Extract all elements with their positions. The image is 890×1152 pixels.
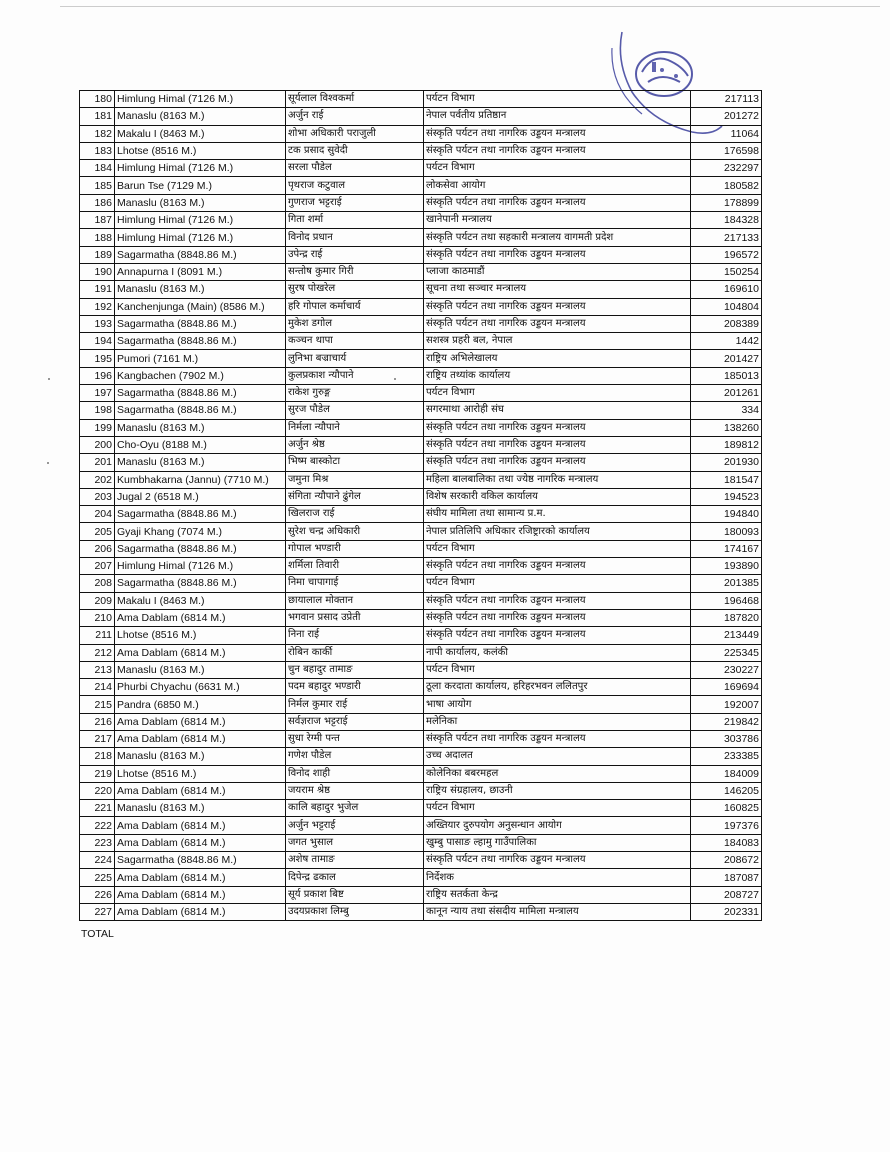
serial-number-cell: 180 (80, 91, 115, 108)
amount-cell: 181547 (691, 471, 762, 488)
table-row (80, 454, 762, 471)
amount-cell: 217133 (691, 229, 762, 246)
table-row (80, 903, 762, 920)
amount-cell: 197376 (691, 817, 762, 834)
person-name-cell: निर्मला न्यौपाने (286, 419, 424, 436)
peak-name-cell: Ama Dablam (6814 M.) (115, 817, 286, 834)
amount-cell: 150254 (691, 263, 762, 280)
table-row (80, 333, 762, 350)
table-row (80, 730, 762, 747)
organization-cell: राष्ट्रिय अभिलेखालय (424, 350, 691, 367)
peak-name-cell: Sagarmatha (8848.86 M.) (115, 540, 286, 557)
organization-cell: अख्तियार दुरुपयोग अनुसन्धान आयोग (424, 817, 691, 834)
table-row (80, 886, 762, 903)
table-row (80, 125, 762, 142)
table-row (80, 679, 762, 696)
serial-number-cell: 209 (80, 592, 115, 609)
peak-name-cell: Himlung Himal (7126 M.) (115, 229, 286, 246)
amount-cell: 189812 (691, 436, 762, 453)
table-row (80, 246, 762, 263)
person-name-cell: सर्वज्ञराज भट्टराई (286, 713, 424, 730)
amount-cell: 185013 (691, 367, 762, 384)
peak-name-cell: Ama Dablam (6814 M.) (115, 903, 286, 920)
peak-name-cell: Himlung Himal (7126 M.) (115, 212, 286, 229)
serial-number-cell: 199 (80, 419, 115, 436)
peak-name-cell: Sagarmatha (8848.86 M.) (115, 333, 286, 350)
table-row (80, 315, 762, 332)
organization-cell: महिला बालबालिका तथा ज्येष्ठ नागरिक मन्त्रालय (424, 471, 691, 488)
peak-name-cell: Cho-Oyu (8188 M.) (115, 436, 286, 453)
organization-cell: संस्कृति पर्यटन तथा नागरिक उड्डयन मन्त्रालय (424, 852, 691, 869)
peak-name-cell: Makalu I (8463 M.) (115, 592, 286, 609)
organization-cell: मलेनिका (424, 713, 691, 730)
table-row (80, 661, 762, 678)
person-name-cell: जगत भुसाल (286, 834, 424, 851)
person-name-cell: पृथराज कटुवाल (286, 177, 424, 194)
person-name-cell: जमुना मिश्र (286, 471, 424, 488)
person-name-cell: कञ्चन थापा (286, 333, 424, 350)
peak-name-cell: Sagarmatha (8848.86 M.) (115, 852, 286, 869)
serial-number-cell: 202 (80, 471, 115, 488)
person-name-cell: सुरज पौडेल (286, 402, 424, 419)
organization-cell: पर्यटन विभाग (424, 91, 691, 108)
amount-cell: 104804 (691, 298, 762, 315)
table-row (80, 782, 762, 799)
serial-number-cell: 223 (80, 834, 115, 851)
table-row (80, 488, 762, 505)
amount-cell: 138260 (691, 419, 762, 436)
organization-cell: नेपाल पर्वतीय प्रतिष्ठान (424, 108, 691, 125)
organization-cell: राष्ट्रिय तथ्यांक कार्यालय (424, 367, 691, 384)
organization-cell: नेपाल प्रतिलिपि अधिकार रजिष्ट्रारको कार्यालय (424, 523, 691, 540)
person-name-cell: राकेश गुरुङ्ग (286, 385, 424, 402)
person-name-cell: गिता शर्मा (286, 212, 424, 229)
person-name-cell: चुन बहादुर तामाङ (286, 661, 424, 678)
serial-number-cell: 219 (80, 765, 115, 782)
amount-cell: 225345 (691, 644, 762, 661)
serial-number-cell: 184 (80, 160, 115, 177)
peak-name-cell: Annapurna I (8091 M.) (115, 263, 286, 280)
table-row (80, 436, 762, 453)
peak-name-cell: Ama Dablam (6814 M.) (115, 886, 286, 903)
serial-number-cell: 203 (80, 488, 115, 505)
organization-cell: लोकसेवा आयोग (424, 177, 691, 194)
serial-number-cell: 220 (80, 782, 115, 799)
amount-cell: 180582 (691, 177, 762, 194)
peak-name-cell: Lhotse (8516 M.) (115, 627, 286, 644)
amount-cell: 201385 (691, 575, 762, 592)
serial-number-cell: 186 (80, 194, 115, 211)
table-row (80, 108, 762, 125)
serial-number-cell: 207 (80, 558, 115, 575)
organization-cell: सशस्त्र प्रहरी बल, नेपाल (424, 333, 691, 350)
peak-name-cell: Gyaji Khang (7074 M.) (115, 523, 286, 540)
amount-cell: 213449 (691, 627, 762, 644)
peak-name-cell: Manaslu (8163 M.) (115, 800, 286, 817)
peak-name-cell: Ama Dablam (6814 M.) (115, 713, 286, 730)
person-name-cell: कालि बहादुर भुजेल (286, 800, 424, 817)
person-name-cell: पदम बहादुर भण्डारी (286, 679, 424, 696)
table-row (80, 558, 762, 575)
table-row (80, 471, 762, 488)
amount-cell: 184083 (691, 834, 762, 851)
organization-cell: संघीय मामिला तथा सामान्य प्र.म. (424, 506, 691, 523)
serial-number-cell: 216 (80, 713, 115, 730)
amount-cell: 201930 (691, 454, 762, 471)
serial-number-cell: 191 (80, 281, 115, 298)
organization-cell: संस्कृति पर्यटन तथा नागरिक उड्डयन मन्त्रालय (424, 419, 691, 436)
table-row (80, 696, 762, 713)
serial-number-cell: 210 (80, 609, 115, 626)
amount-cell: 193890 (691, 558, 762, 575)
person-name-cell: कुलप्रकाश न्यौपाने (286, 367, 424, 384)
amount-cell: 201427 (691, 350, 762, 367)
table-row (80, 748, 762, 765)
serial-number-cell: 182 (80, 125, 115, 142)
peak-name-cell: Kumbhakarna (Jannu) (7710 M.) (115, 471, 286, 488)
person-name-cell: दिपेन्द्र ढकाल (286, 869, 424, 886)
person-name-cell: खिलराज राई (286, 506, 424, 523)
serial-number-cell: 189 (80, 246, 115, 263)
person-name-cell: भिष्म बास्कोटा (286, 454, 424, 471)
peak-name-cell: Ama Dablam (6814 M.) (115, 730, 286, 747)
peak-name-cell: Himlung Himal (7126 M.) (115, 160, 286, 177)
organization-cell: राष्ट्रिय संग्रहालय, छाउनी (424, 782, 691, 799)
amount-cell: 219842 (691, 713, 762, 730)
amount-cell: 196468 (691, 592, 762, 609)
person-name-cell: संगिता न्यौपाने ढुंगेल (286, 488, 424, 505)
amount-cell: 303786 (691, 730, 762, 747)
amount-cell: 208727 (691, 886, 762, 903)
peak-name-cell: Manaslu (8163 M.) (115, 281, 286, 298)
amount-cell: 194523 (691, 488, 762, 505)
person-name-cell: अशेष तामाङ (286, 852, 424, 869)
amount-cell: 11064 (691, 125, 762, 142)
organization-cell: संस्कृति पर्यटन तथा नागरिक उड्डयन मन्त्रालय (424, 142, 691, 159)
serial-number-cell: 183 (80, 142, 115, 159)
peak-name-cell: Sagarmatha (8848.86 M.) (115, 385, 286, 402)
peak-name-cell: Barun Tse (7129 M.) (115, 177, 286, 194)
amount-cell: 208672 (691, 852, 762, 869)
organization-cell: संस्कृति पर्यटन तथा नागरिक उड्डयन मन्त्रालय (424, 454, 691, 471)
table-row (80, 91, 762, 108)
person-name-cell: गुणराज भट्टराई (286, 194, 424, 211)
peak-name-cell: Kanchenjunga (Main) (8586 M.) (115, 298, 286, 315)
person-name-cell: निर्मल कुमार राई (286, 696, 424, 713)
serial-number-cell: 181 (80, 108, 115, 125)
table-row (80, 627, 762, 644)
person-name-cell: उपेन्द्र राई (286, 246, 424, 263)
table-row (80, 160, 762, 177)
table-row (80, 142, 762, 159)
peak-name-cell: Pandra (6850 M.) (115, 696, 286, 713)
amount-cell: 230227 (691, 661, 762, 678)
table-row (80, 765, 762, 782)
amount-cell: 192007 (691, 696, 762, 713)
person-name-cell: सुधा रेग्मी पन्त (286, 730, 424, 747)
serial-number-cell: 213 (80, 661, 115, 678)
amount-cell: 217113 (691, 91, 762, 108)
serial-number-cell: 185 (80, 177, 115, 194)
table-row (80, 281, 762, 298)
peak-name-cell: Sagarmatha (8848.86 M.) (115, 575, 286, 592)
peak-name-cell: Sagarmatha (8848.86 M.) (115, 402, 286, 419)
person-name-cell: उदयप्रकाश लिम्बु (286, 903, 424, 920)
amount-cell: 233385 (691, 748, 762, 765)
amount-cell: 187820 (691, 609, 762, 626)
serial-number-cell: 200 (80, 436, 115, 453)
peak-name-cell: Himlung Himal (7126 M.) (115, 558, 286, 575)
organization-cell: संस्कृति पर्यटन तथा नागरिक उड्डयन मन्त्रालय (424, 730, 691, 747)
person-name-cell: रोबिन कार्की (286, 644, 424, 661)
amount-cell: 194840 (691, 506, 762, 523)
table-row (80, 350, 762, 367)
serial-number-cell: 205 (80, 523, 115, 540)
amount-cell: 174167 (691, 540, 762, 557)
person-name-cell: सूर्यलाल विश्वकर्मा (286, 91, 424, 108)
table-row (80, 852, 762, 869)
organization-cell: विशेष सरकारी वकिल कार्यालय (424, 488, 691, 505)
table-body (80, 91, 762, 921)
serial-number-cell: 201 (80, 454, 115, 471)
organization-cell: कोलेनिका बबरमहल (424, 765, 691, 782)
peak-name-cell: Manaslu (8163 M.) (115, 108, 286, 125)
person-name-cell: गोपाल भण्डारी (286, 540, 424, 557)
serial-number-cell: 197 (80, 385, 115, 402)
serial-number-cell: 194 (80, 333, 115, 350)
amount-cell: 196572 (691, 246, 762, 263)
person-name-cell: सूर्य प्रकाश बिष्ट (286, 886, 424, 903)
table-row (80, 575, 762, 592)
total-label: TOTAL (81, 928, 114, 940)
serial-number-cell: 217 (80, 730, 115, 747)
amount-cell: 184009 (691, 765, 762, 782)
person-name-cell: भगवान प्रसाद उप्रेती (286, 609, 424, 626)
amount-cell: 184328 (691, 212, 762, 229)
peak-name-cell: Makalu I (8463 M.) (115, 125, 286, 142)
table-row (80, 609, 762, 626)
serial-number-cell: 190 (80, 263, 115, 280)
organization-cell: संस्कृति पर्यटन तथा नागरिक उड्डयन मन्त्रालय (424, 315, 691, 332)
peak-name-cell: Manaslu (8163 M.) (115, 454, 286, 471)
serial-number-cell: 188 (80, 229, 115, 246)
amount-cell: 187087 (691, 869, 762, 886)
person-name-cell: सन्तोष कुमार गिरी (286, 263, 424, 280)
organization-cell: संस्कृति पर्यटन तथा नागरिक उड्डयन मन्त्रालय (424, 125, 691, 142)
peak-name-cell: Manaslu (8163 M.) (115, 661, 286, 678)
peak-name-cell: Lhotse (8516 M.) (115, 765, 286, 782)
table-row (80, 263, 762, 280)
amount-cell: 180093 (691, 523, 762, 540)
organization-cell: निर्देशक (424, 869, 691, 886)
table-row (80, 212, 762, 229)
table-row (80, 540, 762, 557)
peak-name-cell: Phurbi Chyachu (6631 M.) (115, 679, 286, 696)
serial-number-cell: 198 (80, 402, 115, 419)
serial-number-cell: 224 (80, 852, 115, 869)
organization-cell: राष्ट्रिय सतर्कता केन्द्र (424, 886, 691, 903)
peak-name-cell: Sagarmatha (8848.86 M.) (115, 506, 286, 523)
peak-name-cell: Sagarmatha (8848.86 M.) (115, 315, 286, 332)
person-name-cell: मुकेश डगोल (286, 315, 424, 332)
peak-name-cell: Jugal 2 (6518 M.) (115, 488, 286, 505)
organization-cell: पर्यटन विभाग (424, 661, 691, 678)
peak-name-cell: Lhotse (8516 M.) (115, 142, 286, 159)
table-row (80, 644, 762, 661)
peak-name-cell: Pumori (7161 M.) (115, 350, 286, 367)
serial-number-cell: 208 (80, 575, 115, 592)
amount-cell: 1442 (691, 333, 762, 350)
table-row (80, 367, 762, 384)
amount-cell: 208389 (691, 315, 762, 332)
serial-number-cell: 211 (80, 627, 115, 644)
organization-cell: संस्कृति पर्यटन तथा नागरिक उड्डयन मन्त्रालय (424, 627, 691, 644)
organization-cell: पर्यटन विभाग (424, 385, 691, 402)
amount-cell: 169610 (691, 281, 762, 298)
peak-name-cell: Sagarmatha (8848.86 M.) (115, 246, 286, 263)
table-row (80, 713, 762, 730)
organization-cell: खुम्बु पासाङ ल्हामु गाउँपालिका (424, 834, 691, 851)
organization-cell: भाषा आयोग (424, 696, 691, 713)
amount-cell: 334 (691, 402, 762, 419)
organization-cell: प्लाजा काठमाडौं (424, 263, 691, 280)
serial-number-cell: 221 (80, 800, 115, 817)
amount-cell: 176598 (691, 142, 762, 159)
person-name-cell: टक प्रसाद सुवेदी (286, 142, 424, 159)
person-name-cell: लुनिभा बज्राचार्य (286, 350, 424, 367)
table-row (80, 869, 762, 886)
serial-number-cell: 187 (80, 212, 115, 229)
organization-cell: संस्कृति पर्यटन तथा नागरिक उड्डयन मन्त्रालय (424, 436, 691, 453)
organization-cell: पर्यटन विभाग (424, 540, 691, 557)
serial-number-cell: 204 (80, 506, 115, 523)
organization-cell: संस्कृति पर्यटन तथा नागरिक उड्डयन मन्त्रालय (424, 298, 691, 315)
organization-cell: संस्कृति पर्यटन तथा नागरिक उड्डयन मन्त्रालय (424, 246, 691, 263)
organization-cell: पर्यटन विभाग (424, 575, 691, 592)
serial-number-cell: 206 (80, 540, 115, 557)
amount-cell: 178899 (691, 194, 762, 211)
table-row (80, 177, 762, 194)
organization-cell: संस्कृति पर्यटन तथा नागरिक उड्डयन मन्त्रालय (424, 592, 691, 609)
serial-number-cell: 196 (80, 367, 115, 384)
peak-name-cell: Ama Dablam (6814 M.) (115, 834, 286, 851)
organization-cell: खानेपानी मन्त्रालय (424, 212, 691, 229)
organization-cell: ठूला करदाता कार्यालय, हरिहरभवन ललितपुर (424, 679, 691, 696)
person-name-cell: विनोद प्रधान (286, 229, 424, 246)
peak-name-cell: Ama Dablam (6814 M.) (115, 782, 286, 799)
person-name-cell: जयराम श्रेष्ठ (286, 782, 424, 799)
scan-edge (60, 6, 880, 7)
person-name-cell: अर्जुन राई (286, 108, 424, 125)
serial-number-cell: 212 (80, 644, 115, 661)
table-row (80, 298, 762, 315)
organization-cell: पर्यटन विभाग (424, 160, 691, 177)
table-row (80, 419, 762, 436)
person-name-cell: निना राई (286, 627, 424, 644)
entries-table (79, 90, 762, 921)
peak-name-cell: Manaslu (8163 M.) (115, 419, 286, 436)
table-row (80, 834, 762, 851)
person-name-cell: हरि गोपाल कर्माचार्य (286, 298, 424, 315)
organization-cell: नापी कार्यालय, कलंकी (424, 644, 691, 661)
person-name-cell: विनोद शाही (286, 765, 424, 782)
peak-name-cell: Ama Dablam (6814 M.) (115, 869, 286, 886)
table-row (80, 506, 762, 523)
person-name-cell: शोभा अधिकारी पराजुली (286, 125, 424, 142)
table-row (80, 817, 762, 834)
organization-cell: कानून न्याय तथा संसदीय मामिला मन्त्रालय (424, 903, 691, 920)
table-row (80, 229, 762, 246)
amount-cell: 202331 (691, 903, 762, 920)
amount-cell: 201272 (691, 108, 762, 125)
organization-cell: सगरमाथा आरोही संघ (424, 402, 691, 419)
table-row (80, 194, 762, 211)
table-row (80, 402, 762, 419)
table-row (80, 592, 762, 609)
peak-name-cell: Himlung Himal (7126 M.) (115, 91, 286, 108)
person-name-cell: अर्जुन श्रेष्ठ (286, 436, 424, 453)
serial-number-cell: 218 (80, 748, 115, 765)
amount-cell: 160825 (691, 800, 762, 817)
peak-name-cell: Ama Dablam (6814 M.) (115, 609, 286, 626)
person-name-cell: सरला पौडेल (286, 160, 424, 177)
serial-number-cell: 225 (80, 869, 115, 886)
table-row (80, 800, 762, 817)
serial-number-cell: 227 (80, 903, 115, 920)
peak-name-cell: Ama Dablam (6814 M.) (115, 644, 286, 661)
serial-number-cell: 195 (80, 350, 115, 367)
serial-number-cell: 222 (80, 817, 115, 834)
serial-number-cell: 226 (80, 886, 115, 903)
person-name-cell: सुरष पोखरेल (286, 281, 424, 298)
peak-name-cell: Manaslu (8163 M.) (115, 194, 286, 211)
organization-cell: संस्कृति पर्यटन तथा नागरिक उड्डयन मन्त्रालय (424, 609, 691, 626)
amount-cell: 146205 (691, 782, 762, 799)
amount-cell: 201261 (691, 385, 762, 402)
person-name-cell: गणेश पौडेल (286, 748, 424, 765)
peak-name-cell: Kangbachen (7902 M.) (115, 367, 286, 384)
serial-number-cell: 193 (80, 315, 115, 332)
organization-cell: संस्कृति पर्यटन तथा नागरिक उड्डयन मन्त्रालय (424, 194, 691, 211)
person-name-cell: शर्मिला तिवारी (286, 558, 424, 575)
table-row (80, 385, 762, 402)
organization-cell: संस्कृति पर्यटन तथा सहकारी मन्त्रालय वागमती प्रदेश (424, 229, 691, 246)
amount-cell: 232297 (691, 160, 762, 177)
organization-cell: संस्कृति पर्यटन तथा नागरिक उड्डयन मन्त्रालय (424, 558, 691, 575)
organization-cell: सूचना तथा सञ्चार मन्त्रालय (424, 281, 691, 298)
table-row (80, 523, 762, 540)
organization-cell: उच्च अदालत (424, 748, 691, 765)
serial-number-cell: 215 (80, 696, 115, 713)
person-name-cell: छायालाल मोक्तान (286, 592, 424, 609)
person-name-cell: निमा चापागाई (286, 575, 424, 592)
person-name-cell: अर्जुन भट्टराई (286, 817, 424, 834)
serial-number-cell: 192 (80, 298, 115, 315)
organization-cell: पर्यटन विभाग (424, 800, 691, 817)
peak-name-cell: Manaslu (8163 M.) (115, 748, 286, 765)
amount-cell: 169694 (691, 679, 762, 696)
serial-number-cell: 214 (80, 679, 115, 696)
person-name-cell: सुरेश चन्द्र अधिकारी (286, 523, 424, 540)
